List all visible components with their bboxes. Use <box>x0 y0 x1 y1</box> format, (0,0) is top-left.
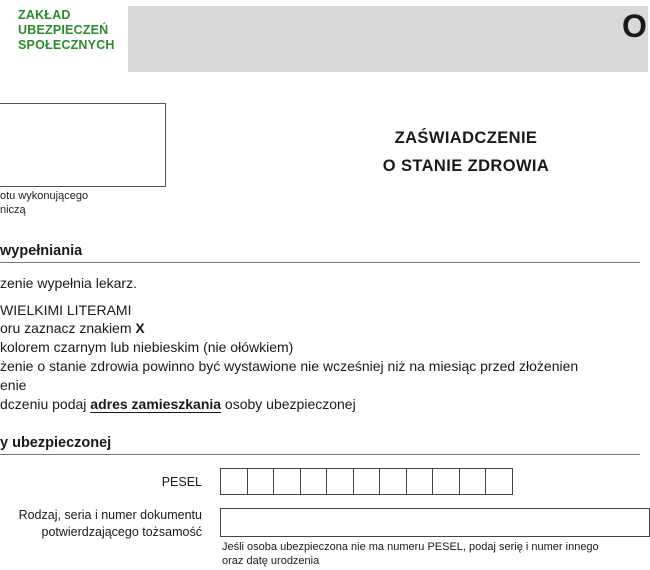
x-mark: X <box>135 320 145 336</box>
document-subtitle: O STANIE ZDROWIA <box>382 157 550 175</box>
instruction-line: kolorem czarnym lub niebieskim (nie ołówkiem) <box>0 339 294 355</box>
document-id-field[interactable] <box>220 508 650 537</box>
pesel-digit-box[interactable] <box>273 468 301 495</box>
pesel-digit-box[interactable] <box>485 468 513 495</box>
logo-text-line: SPOŁECZNYCH <box>18 38 115 52</box>
pesel-note: oraz datę urodzenia <box>222 555 320 567</box>
address-emphasis: adres zamieszkania <box>90 396 222 412</box>
instruction-line: enie <box>0 377 27 393</box>
instruction-text: osoby ubezpieczonej <box>221 396 356 412</box>
pesel-digit-box[interactable] <box>300 468 328 495</box>
zus-logo <box>0 0 128 72</box>
instruction-line <box>0 320 145 336</box>
pesel-digit-box[interactable] <box>432 468 460 495</box>
document-id-label: potwierdzającego tożsamość <box>41 525 202 539</box>
pesel-digit-box[interactable] <box>353 468 381 495</box>
header-band <box>128 6 648 72</box>
instruction-text: dczeniu podaj <box>0 396 91 412</box>
pesel-digit-box[interactable] <box>326 468 354 495</box>
instruction-line <box>0 396 356 412</box>
stamp-caption: niczą <box>0 204 26 216</box>
document-title: ZAŚWIADCZENIE <box>394 129 538 147</box>
stamp-box <box>0 103 166 187</box>
section-heading-insured: y ubezpieczonej <box>0 435 112 451</box>
pesel-digit-box[interactable] <box>220 468 248 495</box>
pesel-digit-box[interactable] <box>247 468 275 495</box>
pesel-digit-box[interactable] <box>379 468 407 495</box>
instruction-text: oru zaznacz znakiem <box>0 320 136 336</box>
pesel-label: PESEL <box>161 475 202 489</box>
form-code: O <box>622 8 647 44</box>
section-heading-instructions: wypełniania <box>0 243 83 259</box>
document-id-label: Rodzaj, seria i numer dokumentu <box>18 508 202 522</box>
pesel-note: Jeśli osoba ubezpieczona nie ma numeru PESEL, podaj serię i numer innego <box>222 541 599 553</box>
instruction-line: żenie o stanie zdrowia powinno być wystawione nie wcześniej niż na miesiąc przed złożenien <box>0 358 579 374</box>
pesel-digit-box[interactable] <box>406 468 434 495</box>
instruction-line: WIELKIMI LITERAMI <box>0 302 132 318</box>
section-divider <box>0 262 640 263</box>
instruction-line: zenie wypełnia lekarz. <box>0 275 137 291</box>
section-divider <box>0 454 640 455</box>
logo-text-line: UBEZPIECZEŃ <box>18 23 109 37</box>
pesel-digit-box[interactable] <box>459 468 487 495</box>
stamp-caption: otu wykonującego <box>0 190 89 202</box>
pesel-input[interactable] <box>220 468 512 495</box>
logo-text-line: ZAKŁAD <box>18 8 71 22</box>
